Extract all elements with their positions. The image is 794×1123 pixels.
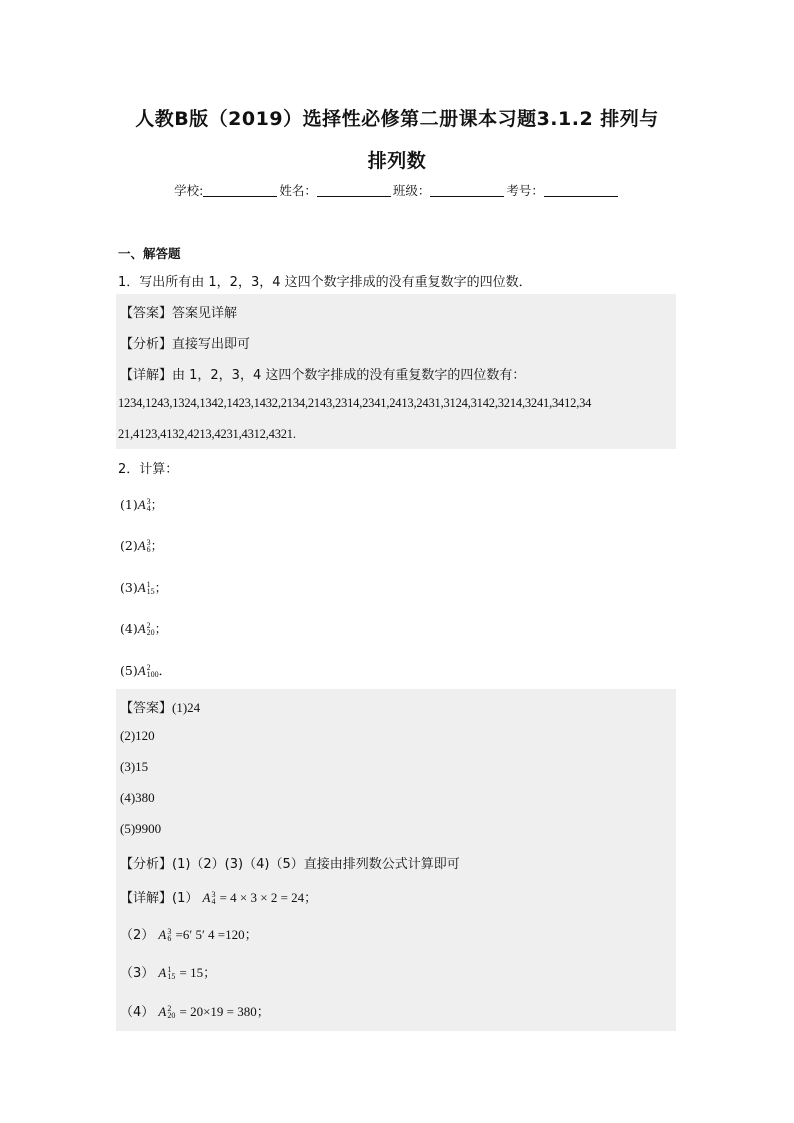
- document-title-line1: 人教B版（2019）选择性必修第二册课本习题3.1.2 排列与: [135, 108, 659, 130]
- question-2-part-3: (3)A 1 15 ；: [120, 579, 168, 596]
- name-blank[interactable]: [317, 184, 391, 197]
- question-1-detail: 【详解】由 1，2，3，4 这四个数字排成的没有重复数字的四位数有：: [120, 368, 526, 383]
- question-2-part-2: (2)A 3 6 ；: [120, 537, 164, 554]
- question-1-stem: 1．写出所有由 1，2，3，4 这四个数字排成的没有重复数字的四位数．: [118, 275, 532, 290]
- question-2-answer-3: (3)15: [120, 759, 149, 774]
- class-label: 班级：: [392, 183, 431, 198]
- question-2-detail-4: （4） A 2 20 = 20×19 = 380；: [120, 1003, 270, 1020]
- question-2-stem: 2．计算：: [118, 462, 179, 477]
- question-2-detail-1: 【详解】(1） A 3 4 = 4 × 3 × 2 = 24；: [120, 889, 318, 906]
- question-2-part-1: (1)A 3 4 ；: [120, 496, 164, 513]
- question-2-answer-5: (5)9900: [120, 821, 162, 836]
- school-label: 学校:: [174, 183, 204, 198]
- name-label: 姓名：: [279, 183, 317, 198]
- section-heading: 一、解答题: [118, 246, 181, 261]
- question-1-numbers-line2: 21,4123,4132,4213,4231,4312,4321.: [118, 427, 296, 441]
- question-2-analysis: 【分析】(1)（2）(3)（4)（5）直接由排列数公式计算即可: [120, 857, 460, 872]
- question-2-part-5: (5)A 2 100 ．: [120, 662, 172, 679]
- question-2-part-4: (4)A 2 20 ；: [120, 620, 168, 637]
- question-1-analysis: 【分析】直接写出即可: [120, 337, 251, 352]
- question-1-numbers-line1: 1234,1243,1324,1342,1423,1432,2134,2143,2314,2341,2413,2431,3124,3142,3214,3241,3412,34: [118, 396, 592, 410]
- question-2-answer-1: 【答案】(1)24: [120, 700, 201, 716]
- question-2-answer-4: (4)380: [120, 790, 155, 805]
- student-info-line: [0, 181, 794, 199]
- exam-number-blank[interactable]: [544, 184, 618, 197]
- document-title-line2: 排列数: [367, 150, 427, 172]
- question-2-detail-3: （3） A 1 15 = 15；: [120, 964, 217, 981]
- question-2-answer-2: (2)120: [120, 728, 155, 743]
- exam-number-label: 考号：: [506, 183, 544, 198]
- class-blank[interactable]: [430, 184, 504, 197]
- question-2-detail-2: （2） A 3 6 =6′ 5′ 4 =120；: [120, 926, 258, 943]
- school-blank[interactable]: [203, 184, 277, 197]
- question-1-answer: 【答案】答案见详解: [120, 306, 238, 321]
